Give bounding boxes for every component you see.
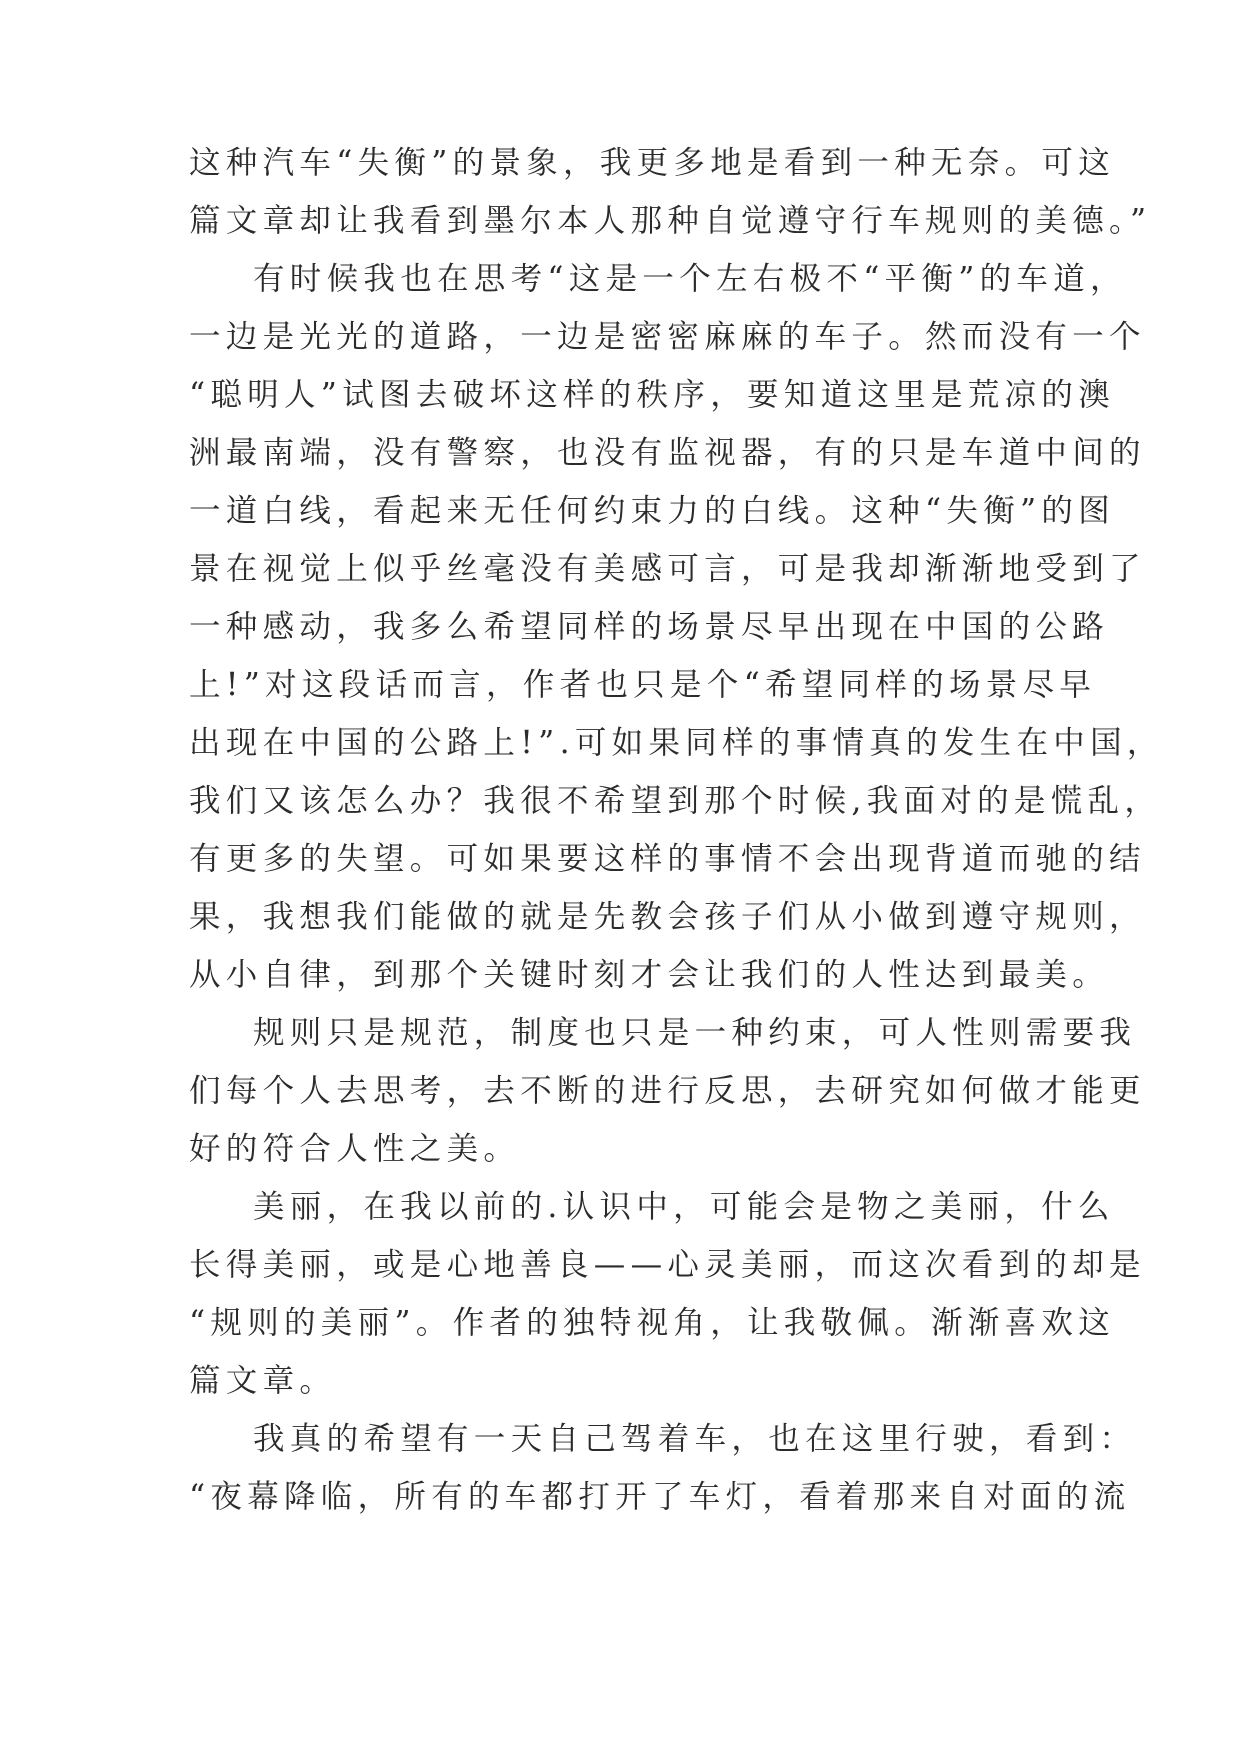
text-line: 我真的希望有一天自己驾着车，也在这里行驶，看到： bbox=[253, 1421, 1137, 1457]
text-line: 我们又该怎么办？我很不希望到那个时候,我面对的是慌乱， bbox=[189, 783, 1162, 819]
text-line: 出现在中国的公路上!”.可如果同样的事情真的发生在中国， bbox=[189, 725, 1164, 761]
text-line: 篇文章却让我看到墨尔本人那种自觉遵守行车规则的美德。” bbox=[189, 203, 1152, 239]
text-line: 一道白线，看起来无任何约束力的白线。这种“失衡”的图 bbox=[189, 493, 1116, 529]
paragraph bbox=[189, 1178, 1146, 1410]
document-page bbox=[189, 134, 1164, 1526]
text-line: 一边是光光的道路，一边是密密麻麻的车子。然而没有一个 bbox=[189, 319, 1146, 355]
text-line: 果，我想我们能做的就是先教会孩子们从小做到遵守规则， bbox=[189, 899, 1146, 935]
text-line: 上!”对这段话而言，作者也只是个“希望同样的场景尽早 bbox=[189, 667, 1097, 703]
text-line: 好的符合人性之美。 bbox=[189, 1131, 521, 1167]
text-line: 这种汽车“失衡”的景象，我更多地是看到一种无奈。可这 bbox=[189, 145, 1116, 181]
text-line: 篇文章。 bbox=[189, 1363, 337, 1399]
paragraph bbox=[189, 134, 1152, 250]
text-line: 长得美丽，或是心地善良——心灵美丽，而这次看到的却是 bbox=[189, 1247, 1146, 1283]
text-line: “夜幕降临，所有的车都打开了车灯，看着那来自对面的流 bbox=[189, 1479, 1131, 1515]
text-line: 规则只是规范，制度也只是一种约束，可人性则需要我 bbox=[253, 1015, 1137, 1051]
text-line: 洲最南端，没有警察，也没有监视器，有的只是车道中间的 bbox=[189, 435, 1146, 471]
text-line: 有更多的失望。可如果要这样的事情不会出现背道而驰的结 bbox=[189, 841, 1146, 877]
paragraph bbox=[189, 1004, 1146, 1178]
text-line: 从小自律，到那个关键时刻才会让我们的人性达到最美。 bbox=[189, 957, 1110, 993]
text-line: “规则的美丽”。作者的独特视角，让我敬佩。渐渐喜欢这 bbox=[189, 1305, 1116, 1341]
text-line: 们每个人去思考，去不断的进行反思，去研究如何做才能更 bbox=[189, 1073, 1146, 1109]
text-line: 美丽，在我以前的.认识中，可能会是物之美丽，什么 bbox=[253, 1189, 1115, 1225]
paragraph bbox=[189, 1410, 1137, 1526]
text-line: 景在视觉上似乎丝毫没有美感可言，可是我却渐渐地受到了 bbox=[189, 551, 1146, 587]
text-line: “聪明人”试图去破坏这样的秩序，要知道这里是荒凉的澳 bbox=[189, 377, 1116, 413]
paragraph bbox=[189, 250, 1164, 1004]
text-line: 一种感动，我多么希望同样的场景尽早出现在中国的公路 bbox=[189, 609, 1110, 645]
text-line: 有时候我也在思考“这是一个左右极不“平衡”的车道， bbox=[253, 261, 1127, 297]
